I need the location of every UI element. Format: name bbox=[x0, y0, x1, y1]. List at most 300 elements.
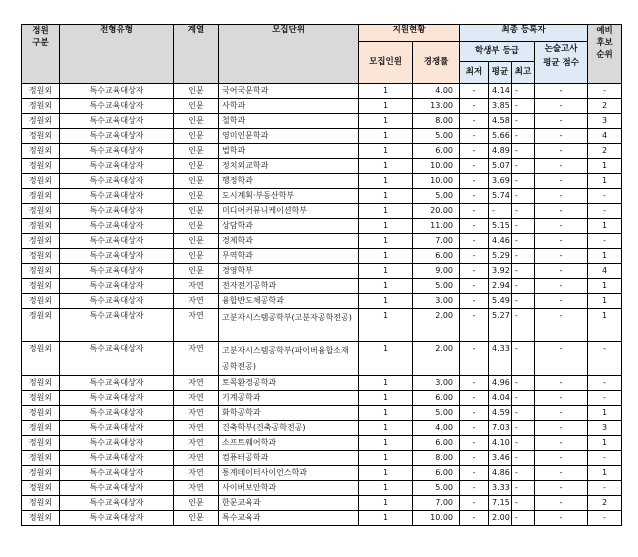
cell-rate: 7.00 bbox=[413, 496, 460, 511]
cell-unit: 상담학과 bbox=[219, 219, 359, 234]
cell-type: 특수교육대상자 bbox=[60, 219, 174, 234]
cell-count: 1 bbox=[359, 496, 413, 511]
cell-count: 1 bbox=[359, 144, 413, 159]
cell-field: 자연 bbox=[174, 466, 219, 481]
cell-gpa-min: - bbox=[460, 481, 489, 496]
cell-gubun: 정원외 bbox=[22, 294, 60, 309]
cell-rate: 3.00 bbox=[413, 294, 460, 309]
cell-essay: - bbox=[535, 391, 588, 406]
cell-gpa-avg: 4.86 bbox=[489, 466, 512, 481]
cell-unit: 고분자시스템공학부(고분자공학전공) bbox=[219, 309, 359, 342]
cell-reserve: 1 bbox=[588, 219, 622, 234]
cell-count: 1 bbox=[359, 481, 413, 496]
cell-reserve: 3 bbox=[588, 421, 622, 436]
cell-gpa-avg: 3.69 bbox=[489, 174, 512, 189]
cell-unit: 미디어커뮤니케이션학부 bbox=[219, 204, 359, 219]
header-field: 계열 bbox=[174, 25, 219, 84]
cell-count: 1 bbox=[359, 279, 413, 294]
cell-field: 인문 bbox=[174, 511, 219, 526]
cell-gpa-max: - bbox=[512, 451, 535, 466]
cell-gpa-min: - bbox=[460, 436, 489, 451]
cell-type: 특수교육대상자 bbox=[60, 496, 174, 511]
cell-unit: 법학과 bbox=[219, 144, 359, 159]
cell-count: 1 bbox=[359, 234, 413, 249]
cell-gpa-avg: 4.46 bbox=[489, 234, 512, 249]
cell-gubun: 정원외 bbox=[22, 466, 60, 481]
cell-gpa-min: - bbox=[460, 99, 489, 114]
cell-essay: - bbox=[535, 99, 588, 114]
cell-type: 특수교육대상자 bbox=[60, 144, 174, 159]
cell-gpa-max: - bbox=[512, 174, 535, 189]
table-row bbox=[22, 129, 622, 144]
table-row bbox=[22, 436, 622, 451]
cell-unit: 전자전기공학과 bbox=[219, 279, 359, 294]
cell-unit: 철학과 bbox=[219, 114, 359, 129]
header-type: 전형유형 bbox=[60, 25, 174, 84]
cell-type: 특수교육대상자 bbox=[60, 342, 174, 376]
cell-gpa-avg: 2.94 bbox=[489, 279, 512, 294]
cell-gpa-max: - bbox=[512, 406, 535, 421]
cell-field: 인문 bbox=[174, 99, 219, 114]
cell-reserve: 1 bbox=[588, 309, 622, 342]
cell-gpa-max: - bbox=[512, 436, 535, 451]
cell-reserve: - bbox=[588, 342, 622, 376]
cell-reserve: 3 bbox=[588, 114, 622, 129]
cell-gpa-max: - bbox=[512, 466, 535, 481]
cell-rate: 10.00 bbox=[413, 174, 460, 189]
cell-unit: 한문교육과 bbox=[219, 496, 359, 511]
cell-field: 자연 bbox=[174, 421, 219, 436]
cell-unit: 행정학과 bbox=[219, 174, 359, 189]
cell-essay: - bbox=[535, 114, 588, 129]
header-essay: 논술고사 평균 점수 bbox=[535, 42, 588, 84]
cell-gpa-max: - bbox=[512, 421, 535, 436]
table-row bbox=[22, 376, 622, 391]
cell-gpa-avg: 7.15 bbox=[489, 496, 512, 511]
cell-gubun: 정원외 bbox=[22, 219, 60, 234]
cell-gpa-min: - bbox=[460, 174, 489, 189]
cell-rate: 6.00 bbox=[413, 144, 460, 159]
cell-essay: - bbox=[535, 342, 588, 376]
cell-rate: 6.00 bbox=[413, 391, 460, 406]
cell-count: 1 bbox=[359, 451, 413, 466]
cell-rate: 5.00 bbox=[413, 129, 460, 144]
cell-rate: 4.00 bbox=[413, 84, 460, 99]
cell-type: 특수교육대상자 bbox=[60, 294, 174, 309]
table-row bbox=[22, 279, 622, 294]
cell-gpa-avg: 4.04 bbox=[489, 391, 512, 406]
cell-essay: - bbox=[535, 294, 588, 309]
cell-field: 인문 bbox=[174, 264, 219, 279]
table-row bbox=[22, 421, 622, 436]
cell-count: 1 bbox=[359, 189, 413, 204]
cell-gpa-min: - bbox=[460, 342, 489, 376]
cell-gpa-min: - bbox=[460, 84, 489, 99]
cell-rate: 10.00 bbox=[413, 159, 460, 174]
cell-essay: - bbox=[535, 174, 588, 189]
cell-unit: 컴퓨터공학과 bbox=[219, 451, 359, 466]
cell-unit: 도시계획·부동산학부 bbox=[219, 189, 359, 204]
cell-type: 특수교육대상자 bbox=[60, 234, 174, 249]
cell-gpa-avg: 5.07 bbox=[489, 159, 512, 174]
table-row bbox=[22, 204, 622, 219]
cell-field: 자연 bbox=[174, 294, 219, 309]
cell-gpa-max: - bbox=[512, 159, 535, 174]
cell-gpa-avg: 4.59 bbox=[489, 406, 512, 421]
cell-gpa-max: - bbox=[512, 204, 535, 219]
cell-gpa-min: - bbox=[460, 309, 489, 342]
cell-unit: 국어국문학과 bbox=[219, 84, 359, 99]
admissions-results-table-wrapper bbox=[21, 24, 622, 526]
cell-reserve: 1 bbox=[588, 466, 622, 481]
cell-count: 1 bbox=[359, 159, 413, 174]
cell-reserve: - bbox=[588, 204, 622, 219]
cell-gpa-min: - bbox=[460, 451, 489, 466]
cell-gpa-avg: 3.46 bbox=[489, 451, 512, 466]
cell-type: 특수교육대상자 bbox=[60, 204, 174, 219]
cell-essay: - bbox=[535, 189, 588, 204]
cell-gpa-max: - bbox=[512, 294, 535, 309]
cell-rate: 5.00 bbox=[413, 481, 460, 496]
cell-reserve: 2 bbox=[588, 144, 622, 159]
cell-essay: - bbox=[535, 234, 588, 249]
cell-count: 1 bbox=[359, 391, 413, 406]
cell-count: 1 bbox=[359, 84, 413, 99]
cell-type: 특수교육대상자 bbox=[60, 309, 174, 342]
cell-rate: 20.00 bbox=[413, 204, 460, 219]
cell-unit: 건축학부(건축공학전공) bbox=[219, 421, 359, 436]
header-apply: 지원현황 bbox=[359, 25, 460, 42]
cell-rate: 9.00 bbox=[413, 264, 460, 279]
cell-gubun: 정원외 bbox=[22, 391, 60, 406]
cell-unit: 경제학과 bbox=[219, 234, 359, 249]
cell-gpa-max: - bbox=[512, 264, 535, 279]
cell-field: 인문 bbox=[174, 249, 219, 264]
cell-field: 자연 bbox=[174, 436, 219, 451]
cell-gpa-max: - bbox=[512, 99, 535, 114]
cell-field: 인문 bbox=[174, 174, 219, 189]
cell-gpa-avg: 3.92 bbox=[489, 264, 512, 279]
cell-gubun: 정원외 bbox=[22, 511, 60, 526]
cell-reserve: 1 bbox=[588, 406, 622, 421]
cell-essay: - bbox=[535, 309, 588, 342]
cell-gpa-max: - bbox=[512, 129, 535, 144]
header-reserve: 예비 후보 순위 bbox=[588, 25, 622, 84]
header-gpa: 학생부 등급 bbox=[460, 42, 535, 62]
cell-type: 특수교육대상자 bbox=[60, 99, 174, 114]
cell-gubun: 정원외 bbox=[22, 234, 60, 249]
cell-gubun: 정원외 bbox=[22, 406, 60, 421]
cell-rate: 8.00 bbox=[413, 114, 460, 129]
cell-essay: - bbox=[535, 376, 588, 391]
cell-rate: 7.00 bbox=[413, 234, 460, 249]
cell-gpa-avg: 4.14 bbox=[489, 84, 512, 99]
table-row bbox=[22, 99, 622, 114]
cell-gpa-avg: 5.74 bbox=[489, 189, 512, 204]
cell-rate: 2.00 bbox=[413, 309, 460, 342]
header-apply-rate: 경쟁률 bbox=[413, 42, 460, 84]
cell-type: 특수교육대상자 bbox=[60, 129, 174, 144]
table-row bbox=[22, 159, 622, 174]
cell-gubun: 정원외 bbox=[22, 496, 60, 511]
cell-type: 특수교육대상자 bbox=[60, 249, 174, 264]
cell-reserve: 1 bbox=[588, 159, 622, 174]
cell-count: 1 bbox=[359, 406, 413, 421]
cell-field: 인문 bbox=[174, 496, 219, 511]
cell-gpa-avg: 4.10 bbox=[489, 436, 512, 451]
cell-unit: 영미인문학과 bbox=[219, 129, 359, 144]
table-row bbox=[22, 264, 622, 279]
cell-type: 특수교육대상자 bbox=[60, 279, 174, 294]
header-gpa-avg: 평균 bbox=[489, 62, 512, 84]
cell-gubun: 정원외 bbox=[22, 189, 60, 204]
cell-unit: 통계데이터사이언스학과 bbox=[219, 466, 359, 481]
cell-rate: 6.00 bbox=[413, 466, 460, 481]
cell-gubun: 정원외 bbox=[22, 204, 60, 219]
cell-field: 자연 bbox=[174, 279, 219, 294]
cell-gpa-avg: 5.27 bbox=[489, 309, 512, 342]
cell-reserve: 1 bbox=[588, 174, 622, 189]
cell-unit: 정치외교학과 bbox=[219, 159, 359, 174]
table-row bbox=[22, 496, 622, 511]
table-row bbox=[22, 511, 622, 526]
cell-count: 1 bbox=[359, 174, 413, 189]
cell-gubun: 정원외 bbox=[22, 84, 60, 99]
cell-rate: 8.00 bbox=[413, 451, 460, 466]
cell-gubun: 정원외 bbox=[22, 421, 60, 436]
cell-gpa-max: - bbox=[512, 219, 535, 234]
cell-rate: 5.00 bbox=[413, 406, 460, 421]
cell-field: 자연 bbox=[174, 391, 219, 406]
cell-gubun: 정원외 bbox=[22, 174, 60, 189]
cell-type: 특수교육대상자 bbox=[60, 406, 174, 421]
cell-reserve: 1 bbox=[588, 436, 622, 451]
cell-field: 인문 bbox=[174, 189, 219, 204]
cell-field: 자연 bbox=[174, 481, 219, 496]
table-row bbox=[22, 234, 622, 249]
cell-gpa-min: - bbox=[460, 129, 489, 144]
cell-essay: - bbox=[535, 511, 588, 526]
cell-count: 1 bbox=[359, 264, 413, 279]
cell-gubun: 정원외 bbox=[22, 159, 60, 174]
cell-gpa-max: - bbox=[512, 391, 535, 406]
cell-gpa-min: - bbox=[460, 391, 489, 406]
cell-gpa-min: - bbox=[460, 159, 489, 174]
table-row bbox=[22, 466, 622, 481]
cell-type: 특수교육대상자 bbox=[60, 511, 174, 526]
cell-reserve: - bbox=[588, 376, 622, 391]
cell-essay: - bbox=[535, 159, 588, 174]
cell-gpa-max: - bbox=[512, 481, 535, 496]
cell-gpa-min: - bbox=[460, 279, 489, 294]
cell-gpa-avg: 3.33 bbox=[489, 481, 512, 496]
cell-rate: 5.00 bbox=[413, 279, 460, 294]
cell-gpa-avg: 5.29 bbox=[489, 249, 512, 264]
cell-unit: 경영학부 bbox=[219, 264, 359, 279]
table-row bbox=[22, 294, 622, 309]
cell-rate: 4.00 bbox=[413, 421, 460, 436]
cell-gpa-avg: 7.03 bbox=[489, 421, 512, 436]
cell-type: 특수교육대상자 bbox=[60, 189, 174, 204]
cell-count: 1 bbox=[359, 219, 413, 234]
cell-count: 1 bbox=[359, 342, 413, 376]
cell-type: 특수교육대상자 bbox=[60, 264, 174, 279]
cell-reserve: - bbox=[588, 481, 622, 496]
cell-gpa-max: - bbox=[512, 309, 535, 342]
cell-gpa-max: - bbox=[512, 234, 535, 249]
cell-reserve: - bbox=[588, 84, 622, 99]
cell-gpa-max: - bbox=[512, 511, 535, 526]
cell-unit: 사학과 bbox=[219, 99, 359, 114]
cell-gpa-avg: 4.58 bbox=[489, 114, 512, 129]
cell-rate: 6.00 bbox=[413, 249, 460, 264]
cell-essay: - bbox=[535, 421, 588, 436]
cell-rate: 13.00 bbox=[413, 99, 460, 114]
cell-gpa-min: - bbox=[460, 466, 489, 481]
admissions-results-table bbox=[21, 24, 622, 526]
cell-unit: 무역학과 bbox=[219, 249, 359, 264]
cell-field: 인문 bbox=[174, 159, 219, 174]
cell-count: 1 bbox=[359, 249, 413, 264]
cell-gpa-min: - bbox=[460, 421, 489, 436]
cell-gpa-min: - bbox=[460, 189, 489, 204]
cell-reserve: - bbox=[588, 511, 622, 526]
table-row bbox=[22, 219, 622, 234]
cell-essay: - bbox=[535, 264, 588, 279]
cell-gpa-max: - bbox=[512, 249, 535, 264]
cell-gubun: 정원외 bbox=[22, 114, 60, 129]
cell-essay: - bbox=[535, 219, 588, 234]
table-row bbox=[22, 114, 622, 129]
table-header bbox=[22, 25, 622, 84]
cell-count: 1 bbox=[359, 294, 413, 309]
table-row bbox=[22, 174, 622, 189]
cell-essay: - bbox=[535, 451, 588, 466]
cell-essay: - bbox=[535, 436, 588, 451]
cell-count: 1 bbox=[359, 99, 413, 114]
cell-count: 1 bbox=[359, 129, 413, 144]
cell-type: 특수교육대상자 bbox=[60, 466, 174, 481]
cell-field: 인문 bbox=[174, 144, 219, 159]
cell-essay: - bbox=[535, 496, 588, 511]
cell-type: 특수교육대상자 bbox=[60, 84, 174, 99]
cell-count: 1 bbox=[359, 376, 413, 391]
cell-count: 1 bbox=[359, 204, 413, 219]
cell-essay: - bbox=[535, 144, 588, 159]
cell-unit: 토목환경공학과 bbox=[219, 376, 359, 391]
cell-rate: 2.00 bbox=[413, 342, 460, 376]
cell-essay: - bbox=[535, 84, 588, 99]
cell-rate: 11.00 bbox=[413, 219, 460, 234]
cell-gubun: 정원외 bbox=[22, 436, 60, 451]
cell-reserve: - bbox=[588, 451, 622, 466]
cell-gpa-avg: - bbox=[489, 204, 512, 219]
cell-gubun: 정원외 bbox=[22, 264, 60, 279]
cell-reserve: 1 bbox=[588, 279, 622, 294]
cell-field: 인문 bbox=[174, 204, 219, 219]
cell-reserve: 2 bbox=[588, 496, 622, 511]
cell-gpa-min: - bbox=[460, 406, 489, 421]
cell-gpa-avg: 5.15 bbox=[489, 219, 512, 234]
cell-gpa-min: - bbox=[460, 114, 489, 129]
cell-gubun: 정원외 bbox=[22, 376, 60, 391]
cell-field: 자연 bbox=[174, 406, 219, 421]
cell-gpa-avg: 5.49 bbox=[489, 294, 512, 309]
header-gubun: 정원 구분 bbox=[22, 25, 60, 84]
cell-rate: 5.00 bbox=[413, 189, 460, 204]
table-row bbox=[22, 84, 622, 99]
cell-count: 1 bbox=[359, 436, 413, 451]
cell-gpa-avg: 4.96 bbox=[489, 376, 512, 391]
cell-field: 인문 bbox=[174, 84, 219, 99]
cell-essay: - bbox=[535, 279, 588, 294]
cell-type: 특수교육대상자 bbox=[60, 436, 174, 451]
table-row bbox=[22, 451, 622, 466]
cell-gpa-min: - bbox=[460, 264, 489, 279]
cell-reserve: 4 bbox=[588, 264, 622, 279]
cell-essay: - bbox=[535, 249, 588, 264]
cell-gpa-max: - bbox=[512, 279, 535, 294]
cell-count: 1 bbox=[359, 114, 413, 129]
cell-gubun: 정원외 bbox=[22, 99, 60, 114]
cell-reserve: 1 bbox=[588, 249, 622, 264]
cell-gubun: 정원외 bbox=[22, 129, 60, 144]
cell-reserve: 4 bbox=[588, 129, 622, 144]
cell-rate: 6.00 bbox=[413, 436, 460, 451]
cell-rate: 3.00 bbox=[413, 376, 460, 391]
cell-gpa-min: - bbox=[460, 234, 489, 249]
cell-count: 1 bbox=[359, 309, 413, 342]
header-apply-count: 모집인원 bbox=[359, 42, 413, 84]
cell-gpa-min: - bbox=[460, 294, 489, 309]
cell-unit: 융합반도체공학과 bbox=[219, 294, 359, 309]
cell-unit: 특수교육과 bbox=[219, 511, 359, 526]
cell-gubun: 정원외 bbox=[22, 481, 60, 496]
table-row bbox=[22, 309, 622, 342]
cell-essay: - bbox=[535, 466, 588, 481]
header-gpa-min: 최저 bbox=[460, 62, 489, 84]
cell-gpa-min: - bbox=[460, 204, 489, 219]
cell-gubun: 정원외 bbox=[22, 144, 60, 159]
cell-gubun: 정원외 bbox=[22, 249, 60, 264]
cell-field: 인문 bbox=[174, 219, 219, 234]
cell-unit: 화학공학과 bbox=[219, 406, 359, 421]
cell-gpa-min: - bbox=[460, 219, 489, 234]
cell-count: 1 bbox=[359, 511, 413, 526]
cell-gubun: 정원외 bbox=[22, 342, 60, 376]
header-final: 최종 등록자 bbox=[460, 25, 588, 42]
table-body bbox=[22, 84, 622, 526]
cell-reserve: 2 bbox=[588, 99, 622, 114]
cell-reserve: 1 bbox=[588, 294, 622, 309]
table-row bbox=[22, 144, 622, 159]
cell-gubun: 정원외 bbox=[22, 309, 60, 342]
table-row bbox=[22, 249, 622, 264]
cell-gpa-min: - bbox=[460, 249, 489, 264]
cell-type: 특수교육대상자 bbox=[60, 391, 174, 406]
cell-gpa-max: - bbox=[512, 144, 535, 159]
cell-gpa-min: - bbox=[460, 376, 489, 391]
header-gpa-max: 최고 bbox=[512, 62, 535, 84]
cell-unit: 기계공학과 bbox=[219, 391, 359, 406]
cell-unit: 고분자시스템공학부(파이버융합소재공학전공) bbox=[219, 342, 359, 376]
header-unit: 모집단위 bbox=[219, 25, 359, 84]
cell-essay: - bbox=[535, 129, 588, 144]
cell-field: 인문 bbox=[174, 114, 219, 129]
cell-essay: - bbox=[535, 481, 588, 496]
table-row bbox=[22, 342, 622, 376]
cell-count: 1 bbox=[359, 466, 413, 481]
